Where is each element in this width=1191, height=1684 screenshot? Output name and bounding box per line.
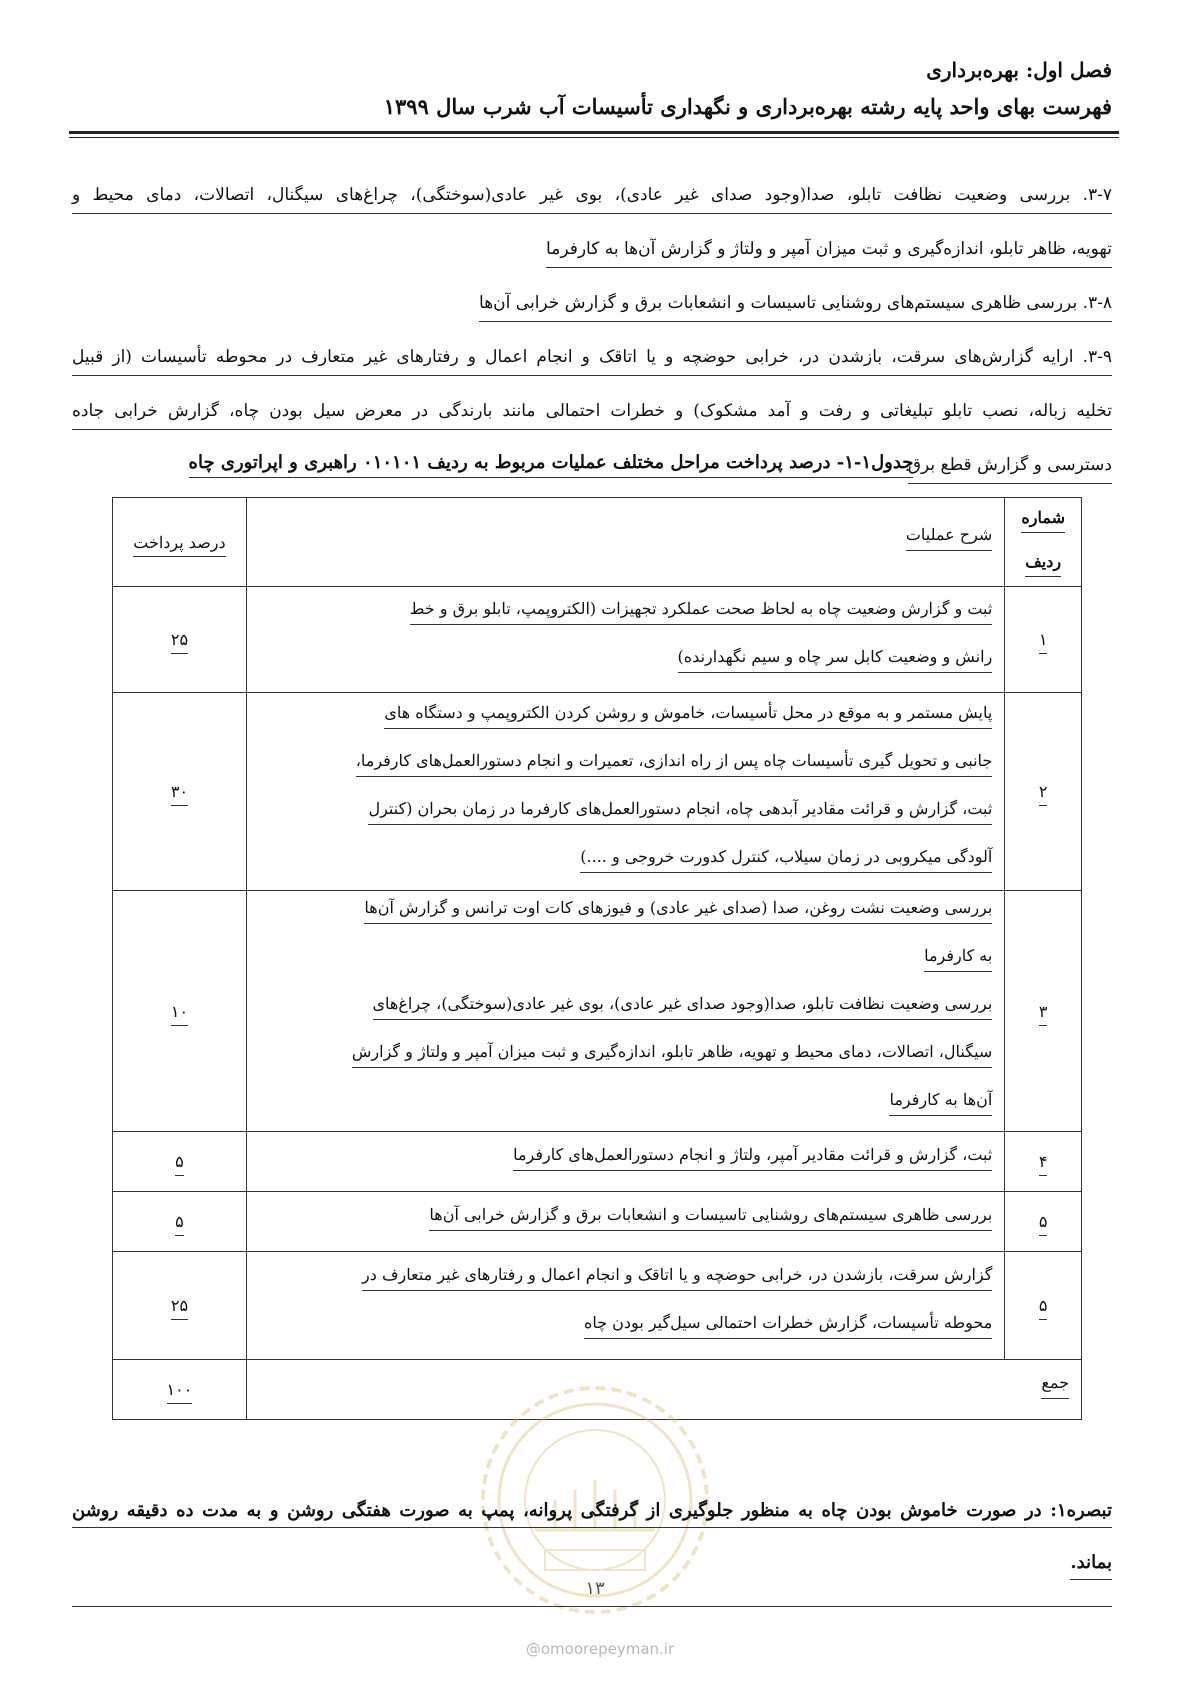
row-percent: ۱۰ xyxy=(113,891,247,1132)
row-description: ثبت، گزارش و قرائت مقادیر آمپر، ولتاژ و انجام دستورالعمل‌های کارفرما xyxy=(246,1132,1004,1192)
footer-rule xyxy=(72,1606,1112,1607)
table-row xyxy=(113,587,1082,693)
row-number: ۱ xyxy=(1005,587,1082,693)
page-number: ۱۳ xyxy=(585,1578,605,1599)
table-row xyxy=(113,1252,1082,1360)
paragraph-line: ۳-۸. بررسی ظاهری سیستم‌های روشنایی تاسیسات و انشعابات برق و گزارش خرابی آن‌ها xyxy=(72,268,1112,322)
total-percent: ۱۰۰ xyxy=(113,1360,247,1420)
paragraph-line: دسترسی و گزارش قطع برق xyxy=(72,430,1112,484)
row-number: ۲ xyxy=(1005,693,1082,891)
table-row xyxy=(113,1132,1082,1192)
body-paragraphs xyxy=(72,160,1112,484)
row-percent: ۲۵ xyxy=(113,587,247,693)
row-description: ثبت و گزارش وضعیت چاه به لحاظ صحت عملکرد تجهیزات (الکتروپمپ، تابلو برق و خط رانش و وضعیت کابل سر چاه و سیم نگهدارنده) xyxy=(246,587,1004,693)
total-label: جمع xyxy=(246,1360,1081,1420)
row-percent: ۳۰ xyxy=(113,693,247,891)
header-rule-thick xyxy=(69,131,1119,134)
row-percent: ۵ xyxy=(113,1192,247,1252)
note-block xyxy=(72,1476,1112,1580)
paragraph-line: ۳-۹. ارایه گزارش‌های سرقت، بازشدن در، خرابی حوضچه و یا اتاقک و انجام اعمال و رفتارهای غیر متعارف در محوطه تأسیسات (از قبیل xyxy=(72,322,1112,376)
row-number: ۵ xyxy=(1005,1252,1082,1360)
note-line: تبصره۱: در صورت خاموش بودن چاه به منظور جلوگیری از گرفتگی پروانه، پمپ به صورت هفتگی روشن و به مدت ده دقیقه روشن xyxy=(72,1476,1112,1528)
operations-table xyxy=(112,497,1082,1420)
header-description: شرح عملیات xyxy=(246,498,1004,587)
chapter-heading: فصل اول: بهره‌برداری xyxy=(926,58,1112,82)
row-number: ۵ xyxy=(1005,1192,1082,1252)
row-percent: ۵ xyxy=(113,1132,247,1192)
row-description: بررسی ظاهری سیستم‌های روشنایی تاسیسات و انشعابات برق و گزارش خرابی آن‌ها xyxy=(246,1192,1004,1252)
paragraph-line: ۳-۷. بررسی وضعیت نظافت تابلو، صدا(وجود صدای غیر عادی)، بوی غیر عادی(سوختگی)، چراغ‌های سیگنال، اتصالات، دمای محیط و xyxy=(72,160,1112,214)
paragraph-line: تهویه، ظاهر تابلو، اندازه‌گیری و ثبت میزان آمپر و ولتاژ و گزارش آن‌ها به کارفرما xyxy=(72,214,1112,268)
row-percent: ۲۵ xyxy=(113,1252,247,1360)
header-percent: درصد پرداخت xyxy=(113,498,247,587)
header-rule-thin xyxy=(69,137,1119,138)
row-description: گزارش سرقت، بازشدن در، خرابی حوضچه و یا اتاقک و انجام اعمال و رفتارهای غیر متعارف در محوطه تأسیسات، گزارش خطرات احتمالی سیل‌گیر بودن چاه xyxy=(246,1252,1004,1360)
table-caption: جدول۱-۱- درصد پرداخت مراحل مختلف عملیات مربوط به ردیف ۰۱۰۱۰۱ راهبری و اپراتوری چاه xyxy=(181,452,921,473)
table-row xyxy=(113,891,1082,1132)
table-row xyxy=(113,1192,1082,1252)
table-header-row xyxy=(113,498,1082,587)
row-description: پایش مستمر و به موقع در محل تأسیسات، خاموش و روشن کردن الکتروپمپ و دستگاه های جانبی و تحویل گیری تأسیسات چاه پس از راه اندازی، تعمیرات و انجام دستورالعمل‌های کارفرما، ثبت، گزارش و قرائت مقادیر آبدهی چاه، انجام دستورالعمل‌های کارفرما در زمان بحران (کنترل آلودگی میکروبی در زمان سیلاب، کنترل کدورت خروجی و ....) xyxy=(246,693,1004,891)
note-line: بماند. xyxy=(72,1528,1112,1580)
header-row-number: شماره ردیف xyxy=(1005,498,1082,587)
watermark-text: @omoorepeyman.ir xyxy=(525,1640,675,1658)
document-title: فهرست بهای واحد پایه رشته بهره‌برداری و نگهداری تأسیسات آب شرب سال ۱۳۹۹ xyxy=(383,94,1112,119)
row-number: ۳ xyxy=(1005,891,1082,1132)
row-description: بررسی وضعیت نشت روغن، صدا (صدای غیر عادی) و فیوزهای کات اوت ترانس و گزارش آن‌ها به کارفرما بررسی وضعیت نظافت تابلو، صدا(وجود صدای غیر عادی)، بوی غیر عادی(سوختگی)، چراغ‌های سیگنال، اتصالات، دمای محیط و تهویه، ظاهر تابلو، اندازه‌گیری و ثبت میزان آمپر و ولتاژ و گزارش آن‌ها به کارفرما xyxy=(246,891,1004,1132)
row-number: ۴ xyxy=(1005,1132,1082,1192)
paragraph-line: تخلیه زباله، نصب تابلو تبلیغاتی و رفت و آمد مشکوک) و خطرات احتمالی مانند بارندگی در معرض سیل بودن چاه، گزارش خرابی جاده xyxy=(72,376,1112,430)
table-row xyxy=(113,693,1082,891)
